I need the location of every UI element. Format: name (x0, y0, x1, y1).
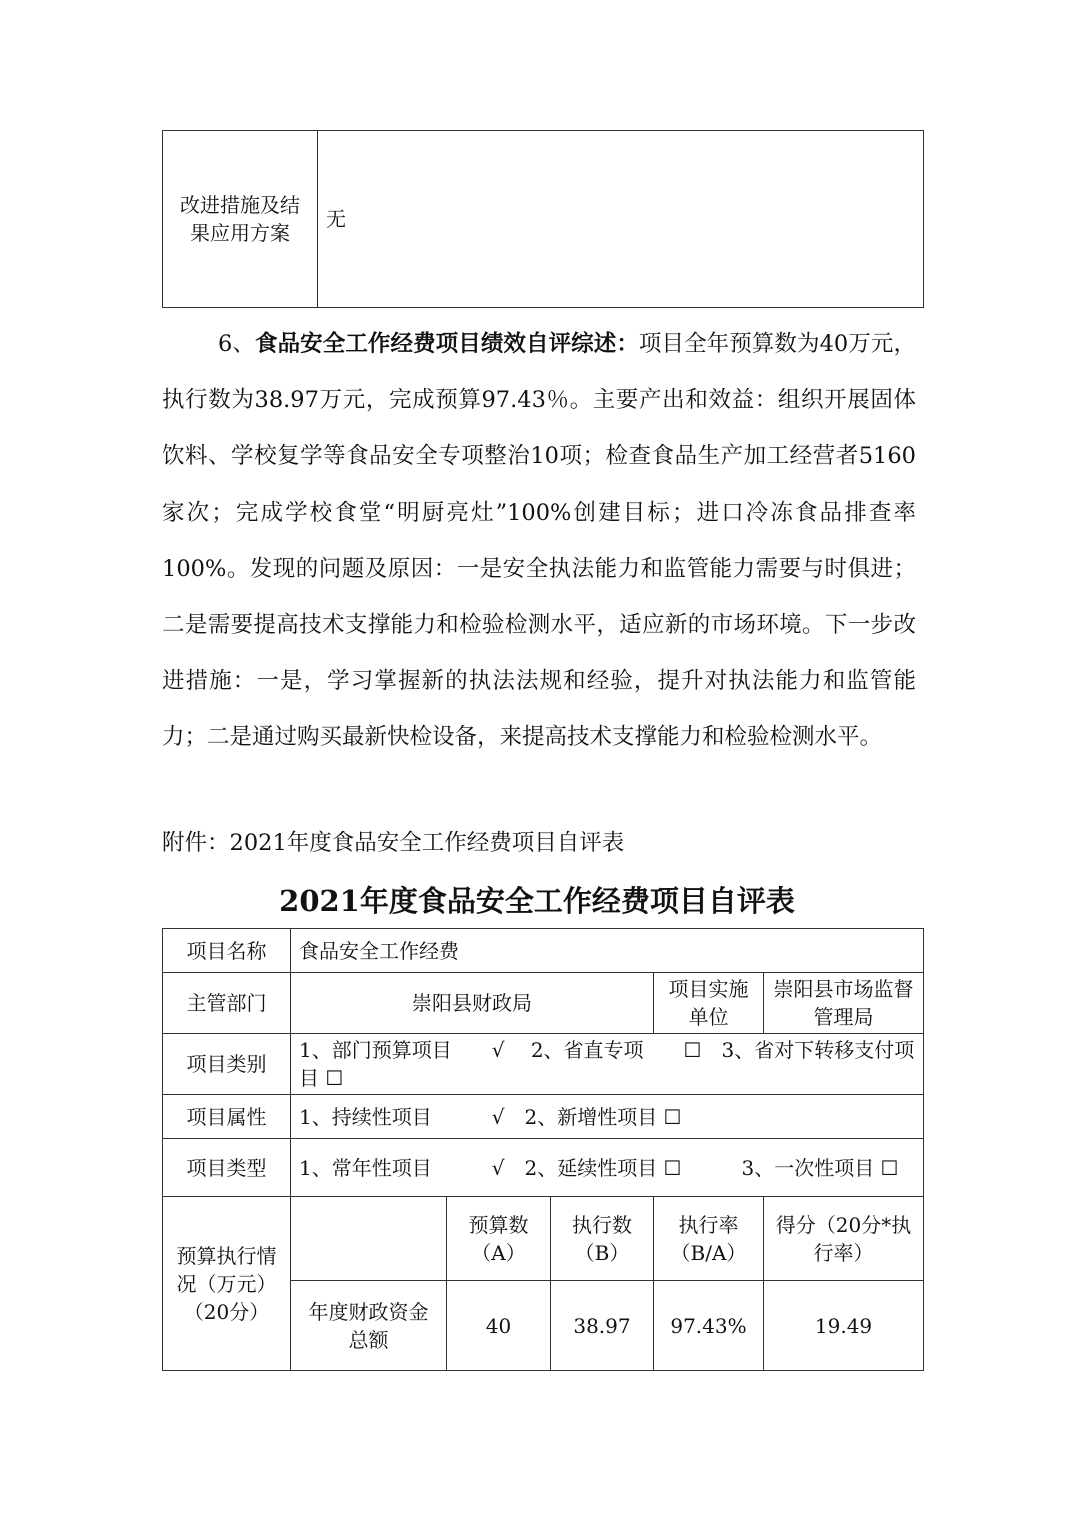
table-row (163, 1197, 924, 1281)
table-row (163, 929, 924, 973)
dept-value: 崇阳县财政局 (291, 973, 654, 1034)
table-row (163, 1139, 924, 1197)
blank-cell (291, 1197, 447, 1281)
score-value: 19.49 (764, 1281, 924, 1371)
row-label: 年度财政资金总额 (291, 1281, 447, 1371)
budget-exec-label: 预算执行情况（万元）（20分） (163, 1197, 291, 1371)
exec-value: 38.97 (551, 1281, 654, 1371)
impl-label: 项目实施单位 (654, 973, 764, 1034)
col-score-header: 得分（20分*执行率） (764, 1197, 924, 1281)
category-label: 项目类别 (163, 1034, 291, 1095)
project-name-label: 项目名称 (163, 929, 291, 973)
col-budget-header: 预算数（A） (447, 1197, 551, 1281)
attr-options: 1、持续性项目 √ 2、新增性项目 ☐ (291, 1095, 924, 1139)
table-row (163, 1095, 924, 1139)
attr-label: 项目属性 (163, 1095, 291, 1139)
budget-value: 40 (447, 1281, 551, 1371)
attachment-line: 附件：2021年度食品安全工作经费项目自评表 (162, 830, 625, 856)
type-options: 1、常年性项目 √ 2、延续性项目 ☐ 3、一次性项目 ☐ (291, 1139, 924, 1197)
section-heading: 食品安全工作经费项目绩效自评综述： (254, 331, 639, 357)
project-name-value: 食品安全工作经费 (291, 929, 924, 973)
improvement-table (162, 130, 924, 308)
summary-paragraph (162, 316, 916, 766)
impl-value: 崇阳县市场监督管理局 (764, 973, 924, 1034)
type-label: 项目类型 (163, 1139, 291, 1197)
category-options: 1、部门预算项目 √ 2、省直专项 ☐ 3、省对下转移支付项目 ☐ (291, 1034, 924, 1095)
improvement-label: 改进措施及结果应用方案 (163, 131, 318, 308)
rate-value: 97.43% (654, 1281, 764, 1371)
form-title: 2021年度食品安全工作经费项目自评表 (279, 884, 795, 918)
dept-label: 主管部门 (163, 973, 291, 1034)
table-row (163, 131, 924, 308)
table-row (163, 973, 924, 1034)
col-rate-header: 执行率（B/A） (654, 1197, 764, 1281)
col-exec-header: 执行数（B） (551, 1197, 654, 1281)
improvement-value: 无 (318, 131, 924, 308)
section-number: 6、 (218, 331, 255, 357)
section-body: 项目全年预算数为40万元，执行数为38.97万元，完成预算97.43％。主要产出和效益：组织开展固体饮料、学校复学等食品安全专项整治10项；检查食品生产加工经营者5160家次；完成学校食堂“明厨亮灶”100%创建目标；进口冷冻食品排查率100%。发现的问题及原因：一是安全执法能力和监管能力需要与时俱进；二是需要提高技术支撑能力和检验检测水平，适应新的市场环境。下一步改进措施：一是，学习掌握新的执法法规和经验，提升对执法能力和监管能力；二是通过购买最新快检设备，来提高技术支撑能力和检验检测水平。 (162, 331, 916, 751)
table-row (163, 1034, 924, 1095)
self-evaluation-table (162, 928, 924, 1371)
